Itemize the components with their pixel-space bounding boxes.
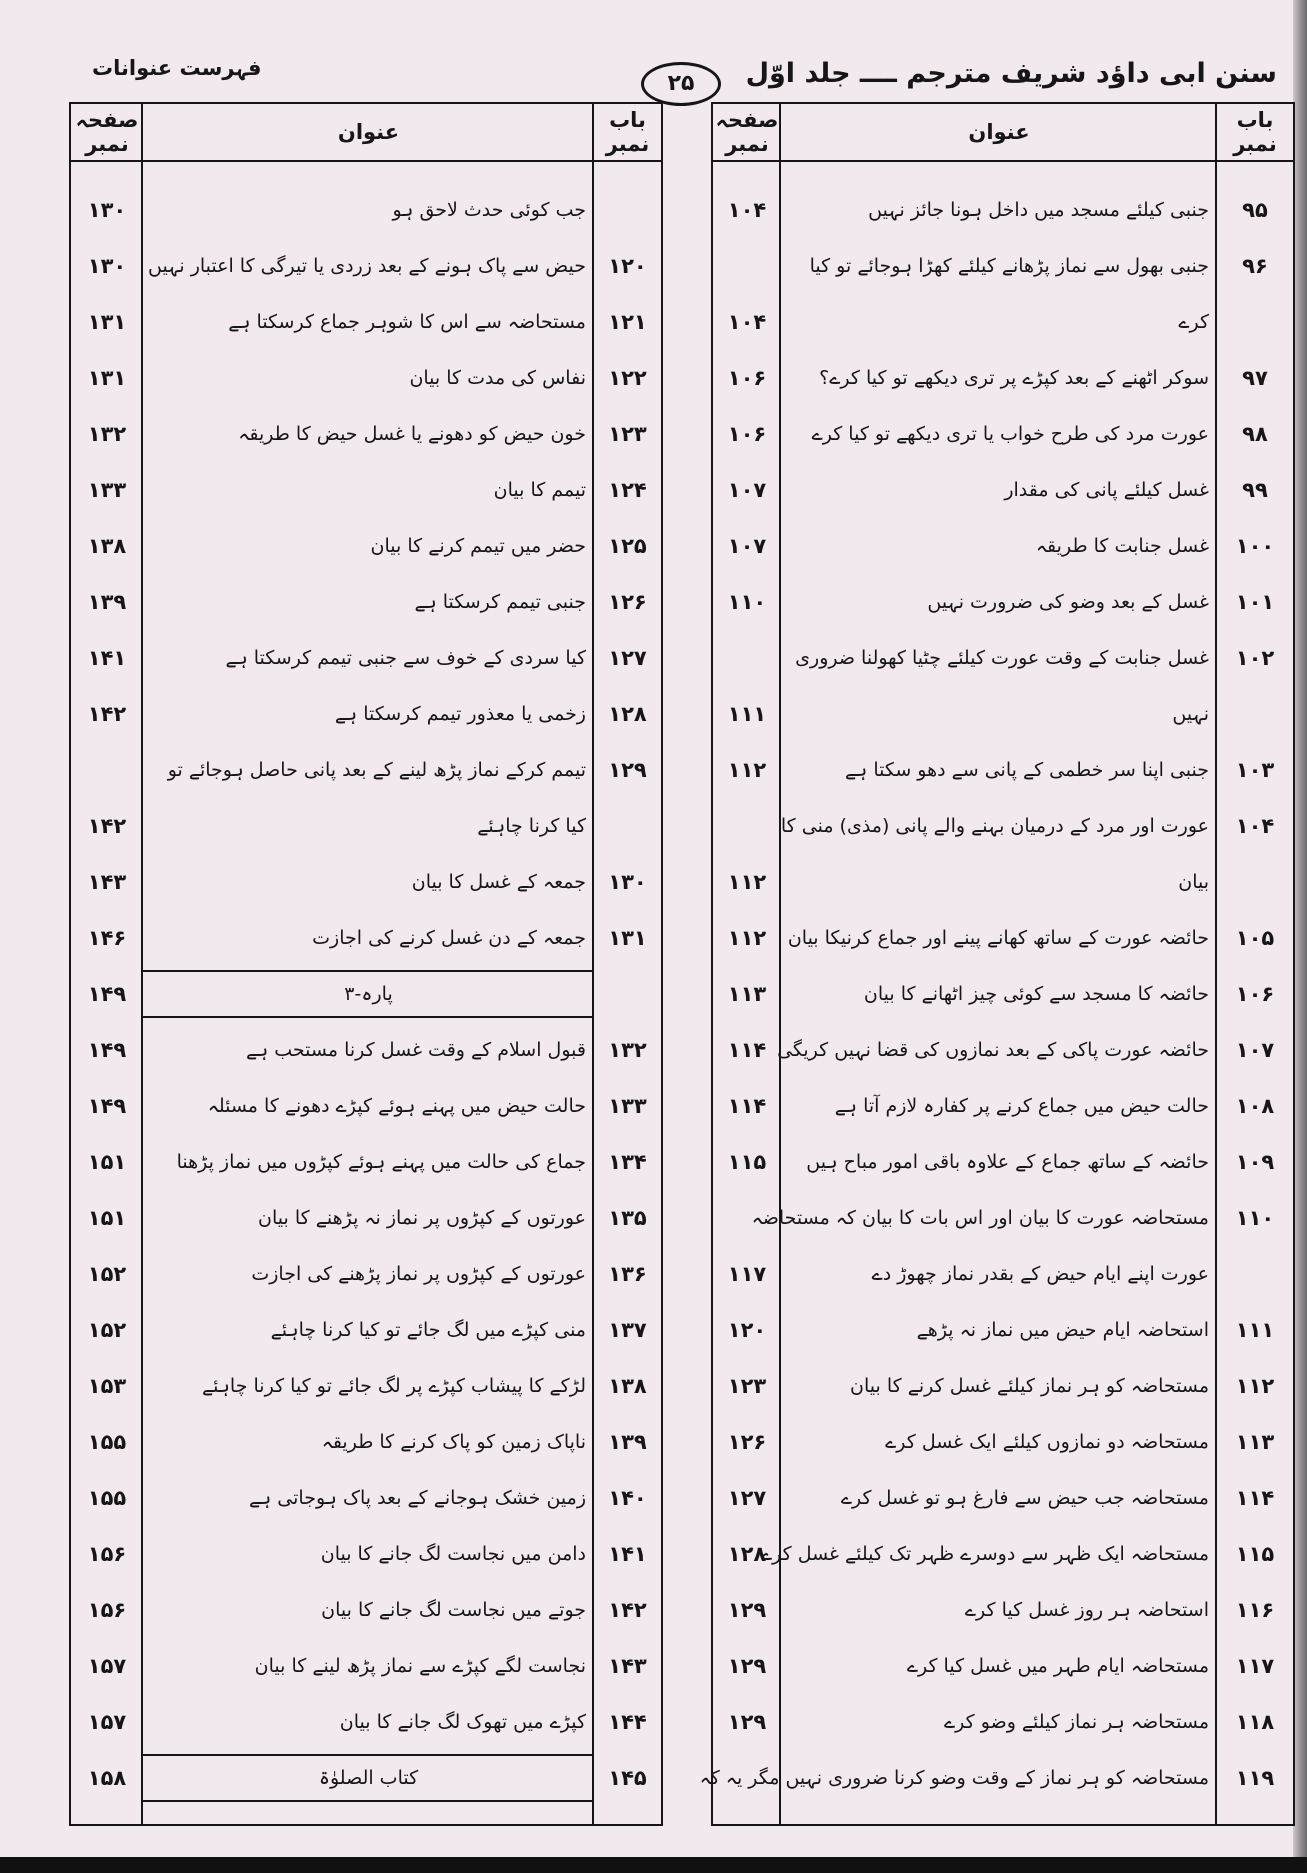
- entry-title: حالت حیض میں جماع کرنے پر کفارہ لازم آتا ہے: [834, 1095, 1209, 1117]
- entry-title: کیا سردی کے خوف سے جنبی تیمم کرسکتا ہے: [225, 647, 586, 669]
- table-row: [71, 798, 661, 854]
- entry-title: جمعہ کے دن غسل کرنے کی اجازت: [312, 927, 586, 949]
- section-heading: پارہ-۳: [143, 970, 594, 1018]
- entry-title: حائضہ عورت پاکی کے بعد نمازوں کی قضا نہیں کریگی: [777, 1039, 1209, 1061]
- table-row: [71, 1302, 661, 1358]
- page-number: ۱۴۶: [87, 926, 127, 950]
- table-row: [713, 1246, 1293, 1302]
- table-row: [713, 742, 1293, 798]
- entry-title: زمین خشک ہوجانے کے بعد پاک ہوجاتی ہے: [249, 1487, 586, 1509]
- table-header: [71, 104, 661, 162]
- entry-title: مستحاضہ سے اس کا شوہر جماع کرسکتا ہے: [228, 311, 586, 333]
- chapter-number: ۱۲۷: [608, 646, 647, 670]
- entry-title: حائضہ کے ساتھ جماع کے علاوہ باقی امور مباح ہیں: [806, 1151, 1209, 1173]
- page-number: ۱۱۵: [727, 1150, 767, 1174]
- page-number: ۱۵۲: [87, 1318, 127, 1342]
- entry-title: منی کپڑے میں لگ جائے تو کیا کرنا چاہئے: [270, 1319, 586, 1341]
- table-row: [71, 1470, 661, 1526]
- table-row: [713, 1470, 1293, 1526]
- page-number: ۱۲۳: [727, 1374, 767, 1398]
- chapter-number: ۱۴۳: [608, 1654, 647, 1678]
- entry-title: استحاضہ ایام حیض میں نماز نہ پڑھے: [916, 1319, 1209, 1341]
- table-row: [71, 1582, 661, 1638]
- chapter-number: ۱۴۵: [608, 1766, 647, 1790]
- page-number: ۱۳۳: [87, 478, 127, 502]
- chapter-number: ۱۱۷: [1235, 1654, 1275, 1678]
- table-row: [71, 238, 661, 294]
- entry-title: جوتے میں نجاست لگ جانے کا بیان: [321, 1599, 586, 1621]
- toc-table-right: [699, 102, 1295, 1826]
- table-row: [713, 182, 1293, 238]
- table-row: [713, 238, 1293, 294]
- table-row: [713, 350, 1293, 406]
- entry-title: حائضہ کا مسجد سے کوئی چیز اٹھانے کا بیان: [863, 983, 1209, 1005]
- chapter-number: ۱۰۹: [1235, 1150, 1275, 1174]
- entry-title: نجاست لگے کپڑے سے نماز پڑھ لینے کا بیان: [254, 1655, 586, 1677]
- section-heading-row: [71, 1750, 661, 1806]
- page-number: ۱۰۶: [727, 422, 767, 446]
- chapter-number: ۱۴۲: [608, 1598, 647, 1622]
- table-row: [71, 742, 661, 798]
- chapter-number: ۱۳۷: [608, 1318, 647, 1342]
- table-row: [71, 1526, 661, 1582]
- section-heading-row: [71, 966, 661, 1022]
- page-number: ۱۰۶: [727, 366, 767, 390]
- page-number: ۱۲۰: [727, 1318, 767, 1342]
- book-title: سنن ابی داؤد شریف مترجم ــــ جلد اوّل: [745, 58, 1277, 89]
- table-row: [713, 1638, 1293, 1694]
- entry-title: جنبی بھول سے نماز پڑھانے کیلئے کھڑا ہوجائے تو کیا: [809, 255, 1209, 277]
- table-row: [71, 854, 661, 910]
- table-row: [713, 1358, 1293, 1414]
- page-number: ۱۲۸: [727, 1542, 767, 1566]
- entry-title: زخمی یا معذور تیمم کرسکتا ہے: [334, 703, 586, 725]
- chapter-number: ۹۷: [1242, 366, 1268, 390]
- chapter-number: ۱۱۸: [1235, 1710, 1275, 1734]
- table-row: [71, 1078, 661, 1134]
- entry-title: جماع کی حالت میں پہنے ہوئے کپڑوں میں نماز پڑھنا: [176, 1151, 586, 1173]
- table-row: [713, 406, 1293, 462]
- page-number: ۱۴۹: [87, 1094, 127, 1118]
- entry-title: حیض سے پاک ہونے کے بعد زردی یا تیرگی کا اعتبار نہیں: [148, 255, 586, 277]
- page-number: ۱۲۷: [727, 1486, 767, 1510]
- table-row: [713, 1694, 1293, 1750]
- header-chapter: باب نمبر: [1233, 108, 1277, 156]
- entry-title: مستحاضہ دو نمازوں کیلئے ایک غسل کرے: [885, 1431, 1209, 1453]
- page-number: ۱۴۹: [87, 982, 127, 1006]
- entry-title: جنبی تیمم کرسکتا ہے: [414, 591, 586, 613]
- chapter-number: ۱۰۲: [1235, 646, 1275, 670]
- table-row: [71, 350, 661, 406]
- page-number: ۱۱۲: [727, 870, 767, 894]
- table-row: [713, 518, 1293, 574]
- header-chapter: باب نمبر: [605, 108, 650, 156]
- table-row: [713, 1134, 1293, 1190]
- table-row: [71, 294, 661, 350]
- chapter-number: ۱۳۲: [608, 1038, 647, 1062]
- entry-title: تیمم کرکے نماز پڑھ لینے کے بعد پانی حاصل ہوجائے تو: [167, 759, 586, 781]
- chapter-number: ۱۳۱: [608, 926, 647, 950]
- entry-title: نفاس کی مدت کا بیان: [409, 367, 586, 389]
- chapter-number: ۱۱۹: [1235, 1766, 1275, 1790]
- table-row: [713, 1582, 1293, 1638]
- page-number: ۱۳۱: [87, 366, 127, 390]
- chapter-number: ۱۲۴: [608, 478, 647, 502]
- toc-table-left: [69, 102, 663, 1826]
- chapter-number: ۱۳۵: [608, 1206, 647, 1230]
- entry-title: مستحاضہ کو ہر نماز کیلئے غسل کرنے کا بیان: [850, 1375, 1209, 1397]
- chapter-number: ۱۰۰: [1235, 534, 1275, 558]
- page-number: ۱۵۲: [87, 1262, 127, 1286]
- chapter-number: ۱۰۸: [1235, 1094, 1275, 1118]
- table-row: [713, 1190, 1293, 1246]
- header-title: عنوان: [337, 120, 400, 144]
- chapter-number: ۱۲۵: [608, 534, 647, 558]
- entry-title: مستحاضہ ایام طہر میں غسل کیا کرے: [906, 1655, 1209, 1677]
- page-number: ۱۳۰: [87, 198, 127, 222]
- table-row: [71, 1134, 661, 1190]
- table-row: [71, 1694, 661, 1750]
- chapter-number: ۱۲۹: [608, 758, 647, 782]
- chapter-number: ۱۱۱: [1235, 1318, 1275, 1342]
- page-number: ۱۱۴: [727, 1038, 767, 1062]
- chapter-number: ۱۲۲: [608, 366, 647, 390]
- table-row: [71, 910, 661, 966]
- entry-title: عورت اپنے ایام حیض کے بقدر نماز چھوڑ دے: [871, 1263, 1209, 1285]
- entry-title: عورت مرد کی طرح خواب یا تری دیکھے تو کیا کرے: [811, 423, 1209, 445]
- entry-title: حالت حیض میں پہنے ہوئے کپڑے دھونے کا مسئلہ: [207, 1095, 586, 1117]
- table-row: [71, 462, 661, 518]
- entry-title: مستحاضہ ہر نماز کیلئے وضو کرے: [944, 1711, 1209, 1733]
- column-divider: [141, 104, 143, 1824]
- chapter-number: ۱۰۷: [1235, 1038, 1275, 1062]
- page-number: ۱۴۹: [87, 1038, 127, 1062]
- entry-title: جب کوئی حدث لاحق ہو: [392, 199, 586, 221]
- table-row: [71, 1414, 661, 1470]
- table-row: [713, 462, 1293, 518]
- chapter-number: ۱۱۶: [1235, 1598, 1275, 1622]
- chapter-number: ۹۶: [1242, 254, 1268, 278]
- chapter-number: ۱۳۶: [608, 1262, 647, 1286]
- page-number: ۱۱۷: [727, 1262, 767, 1286]
- scan-edge: [0, 1857, 1307, 1873]
- table-row: [713, 1302, 1293, 1358]
- table-row: [713, 630, 1293, 686]
- page-number: ۲۵: [641, 62, 721, 106]
- page-number: ۱۴۲: [87, 702, 127, 726]
- entry-title: مستحاضہ جب حیض سے فارغ ہو تو غسل کرے: [840, 1487, 1209, 1509]
- table-row: [71, 1638, 661, 1694]
- page-number: ۱۵۳: [87, 1374, 127, 1398]
- column-divider: [592, 104, 594, 1824]
- chapter-number: ۱۱۲: [1235, 1374, 1275, 1398]
- entry-title: جنبی کیلئے مسجد میں داخل ہونا جائز نہیں: [868, 199, 1209, 221]
- table-row: [71, 686, 661, 742]
- entry-title: کپڑے میں تھوک لگ جانے کا بیان: [339, 1711, 586, 1733]
- chapter-number: ۱۱۴: [1235, 1486, 1275, 1510]
- page-number: ۱۳۸: [87, 534, 127, 558]
- page-number: ۱۵۷: [87, 1654, 127, 1678]
- entry-title: ناپاک زمین کو پاک کرنے کا طریقہ: [321, 1431, 586, 1453]
- table-body: [699, 162, 1293, 1806]
- table-row: [71, 574, 661, 630]
- chapter-number: ۱۳۴: [608, 1150, 647, 1174]
- table-row: [713, 966, 1293, 1022]
- table-row: [713, 1078, 1293, 1134]
- table-row: [713, 798, 1293, 854]
- table-row: [71, 1022, 661, 1078]
- page-number: ۱۴۲: [87, 814, 127, 838]
- table-row: [713, 294, 1293, 350]
- entry-title: عورت اور مرد کے درمیان بہنے والے پانی (مذی) منی کا: [780, 815, 1209, 837]
- chapter-number: ۱۰۶: [1235, 982, 1275, 1006]
- chapter-number: ۱۴۱: [608, 1542, 647, 1566]
- chapter-number: ۱۳۸: [608, 1374, 647, 1398]
- table-row: [713, 1022, 1293, 1078]
- chapter-number: ۱۰۱: [1235, 590, 1275, 614]
- page-number: ۱۱۴: [727, 1094, 767, 1118]
- page-number: ۱۰۴: [727, 198, 767, 222]
- chapter-number: ۱۳۰: [608, 870, 647, 894]
- column-divider: [1215, 104, 1217, 1824]
- chapter-number: ۹۹: [1242, 478, 1268, 502]
- chapter-number: ۱۲۳: [608, 422, 647, 446]
- page-number: ۱۰۷: [727, 478, 767, 502]
- entry-title: مستحاضہ عورت کا بیان اور اس بات کا بیان کہ مستحاضہ: [751, 1207, 1209, 1229]
- entry-title: کیا کرنا چاہئے: [477, 815, 586, 837]
- page-number: ۱۲۹: [727, 1598, 767, 1622]
- chapter-number: ۱۰۵: [1235, 926, 1275, 950]
- chapter-number: ۱۲۰: [608, 254, 647, 278]
- page-number: ۱۰۷: [727, 534, 767, 558]
- entry-title: مستحاضہ ایک ظہر سے دوسرے ظہر تک کیلئے غسل کرے: [761, 1543, 1209, 1565]
- chapter-number: ۱۳۳: [608, 1094, 647, 1118]
- page-number: ۱۵۷: [87, 1710, 127, 1734]
- page-number: ۱۱۳: [727, 982, 767, 1006]
- chapter-number: ۱۲۱: [608, 310, 647, 334]
- page-number: ۱۰۴: [727, 310, 767, 334]
- column-divider: [779, 104, 781, 1824]
- chapter-number: ۱۰۳: [1235, 758, 1275, 782]
- section-title: فہرست عنوانات: [92, 56, 262, 80]
- chapter-number: ۱۰۴: [1235, 814, 1275, 838]
- table-row: [713, 1414, 1293, 1470]
- chapter-number: ۱۴۰: [608, 1486, 647, 1510]
- page-number: ۱۵۱: [87, 1206, 127, 1230]
- header-page: صفحہ نمبر: [75, 108, 139, 156]
- table-row: [71, 406, 661, 462]
- entry-title: سوکر اٹھنے کے بعد کپڑے پر تری دیکھے تو کیا کرے؟: [819, 367, 1209, 389]
- chapter-number: ۹۵: [1242, 198, 1268, 222]
- chapter-number: ۱۲۸: [608, 702, 647, 726]
- chapter-number: ۱۲۶: [608, 590, 647, 614]
- chapter-number: ۱۳۹: [608, 1430, 647, 1454]
- entry-title: مستحاضہ کو ہر نماز کے وقت وضو کرنا ضروری نہیں مگر یہ کہ: [699, 1767, 1209, 1789]
- page-number: ۱۳۱: [87, 310, 127, 334]
- entry-title: غسل جنابت کے وقت عورت کیلئے چٹیا کھولنا ضروری: [795, 647, 1209, 669]
- table-row: [71, 630, 661, 686]
- entry-title: عورتوں کے کپڑوں پر نماز نہ پڑھنے کا بیان: [258, 1207, 586, 1229]
- chapter-number: ۹۸: [1242, 422, 1268, 446]
- chapter-number: ۱۴۴: [608, 1710, 647, 1734]
- entry-title: حائضہ عورت کے ساتھ کھانے پینے اور جماع کرنیکا بیان: [787, 927, 1209, 949]
- page-number: ۱۱۲: [727, 758, 767, 782]
- page-number: ۱۱۱: [727, 702, 767, 726]
- page-number: ۱۵۶: [87, 1598, 127, 1622]
- entry-title: نہیں: [1172, 703, 1209, 725]
- page-number: ۱۳۰: [87, 254, 127, 278]
- table-row: [71, 1190, 661, 1246]
- entry-title: کرے: [1178, 311, 1209, 333]
- table-row: [713, 910, 1293, 966]
- table-row: [713, 686, 1293, 742]
- entry-title: جنبی اپنا سر خطمی کے پانی سے دھو سکتا ہے: [845, 759, 1209, 781]
- entry-title: عورتوں کے کپڑوں پر نماز پڑھنے کی اجازت: [251, 1263, 586, 1285]
- entry-title: بیان: [1178, 871, 1209, 893]
- page-number: ۱۴۱: [87, 646, 127, 670]
- page-number: ۱۱۲: [727, 926, 767, 950]
- entry-title: قبول اسلام کے وقت غسل کرنا مستحب ہے: [245, 1039, 586, 1061]
- entry-title: حضر میں تیمم کرنے کا بیان: [370, 535, 586, 557]
- page-number: ۱۳۹: [87, 590, 127, 614]
- page-number: ۱۵۶: [87, 1542, 127, 1566]
- table-body: [71, 162, 661, 1806]
- entry-title: غسل کے بعد وضو کی ضرورت نہیں: [927, 591, 1209, 613]
- table-row: [71, 182, 661, 238]
- entry-title: غسل جنابت کا طریقہ: [1035, 535, 1209, 557]
- page-number: ۱۳۲: [87, 422, 127, 446]
- page-number: ۱۱۰: [727, 590, 767, 614]
- section-heading: کتاب الصلوٰۃ: [143, 1754, 594, 1802]
- entry-title: تیمم کا بیان: [493, 479, 586, 501]
- page-number: ۱۵۱: [87, 1150, 127, 1174]
- chapter-number: ۱۱۳: [1235, 1430, 1275, 1454]
- table-row: [699, 1750, 1293, 1806]
- header-title: عنوان: [968, 120, 1030, 144]
- entry-title: خون حیض کو دھونے یا غسل حیض کا طریقہ: [238, 423, 586, 445]
- chapter-number: ۱۱۰: [1235, 1206, 1275, 1230]
- entry-title: استحاضہ ہر روز غسل کیا کرے: [964, 1599, 1209, 1621]
- table-row: [713, 1526, 1293, 1582]
- table-row: [713, 854, 1293, 910]
- page-number: ۱۴۳: [87, 870, 127, 894]
- table-row: [71, 518, 661, 574]
- page-number: ۱۵۸: [87, 1766, 127, 1790]
- table-row: [713, 574, 1293, 630]
- entry-title: لڑکے کا پیشاب کپڑے پر لگ جائے تو کیا کرنا چاہئے: [201, 1375, 586, 1397]
- header-page: صفحہ نمبر: [715, 108, 779, 156]
- page-number: ۱۵۵: [87, 1430, 127, 1454]
- page-number: ۱۲۶: [727, 1430, 767, 1454]
- entry-title: جمعہ کے غسل کا بیان: [411, 871, 586, 893]
- chapter-number: ۱۱۵: [1235, 1542, 1275, 1566]
- entry-title: دامن میں نجاست لگ جانے کا بیان: [320, 1543, 586, 1565]
- page-binding-shadow: [1293, 0, 1307, 1873]
- entry-title: غسل کیلئے پانی کی مقدار: [1004, 479, 1209, 501]
- page-number: ۱۲۹: [727, 1710, 767, 1734]
- table-header: [713, 104, 1293, 162]
- table-row: [71, 1246, 661, 1302]
- page-number: ۱۵۵: [87, 1486, 127, 1510]
- page-number: ۱۲۹: [727, 1654, 767, 1678]
- table-row: [71, 1358, 661, 1414]
